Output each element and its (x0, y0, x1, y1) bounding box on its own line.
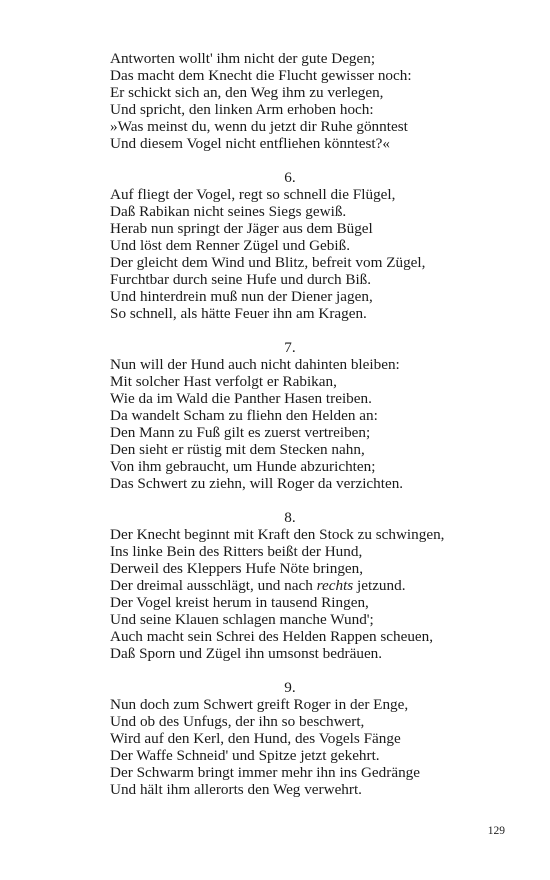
page-number: 129 (487, 825, 505, 837)
verse-line: Wird auf den Kerl, den Hund, des Vogels Fänge (110, 730, 401, 747)
stanza-number: 6. (284, 169, 296, 186)
verse-line: Daß Rabikan nicht seines Siegs gewiß. (110, 203, 347, 220)
verse-line: Der Vogel kreist herum in tausend Ringen, (110, 594, 369, 611)
verse-line: Der Schwarm bringt immer mehr ihn ins Gedränge (110, 764, 420, 781)
verse-line: Derweil des Kleppers Hufe Nöte bringen, (110, 560, 364, 577)
verse-text: jetzund. (353, 577, 406, 594)
verse-line: Von ihm gebraucht, um Hunde abzurichten; (110, 458, 376, 475)
verse-line: Und hält ihm allerorts den Weg verwehrt. (110, 781, 362, 798)
verse-line: Den Mann zu Fuß gilt es zuerst vertreiben; (110, 424, 371, 441)
verse-line: Er schickt sich an, den Weg ihm zu verlegen, (110, 84, 384, 101)
stanza-8 (110, 509, 490, 662)
verse-line: Da wandelt Scham zu fliehn den Helden an: (110, 407, 378, 424)
verse-line: Das macht dem Knecht die Flucht gewisser noch: (110, 67, 412, 84)
verse-line: Der Knecht beginnt mit Kraft den Stock zu schwingen, (110, 526, 445, 543)
verse-line: Und ob des Unfugs, der ihn so beschwert, (110, 713, 365, 730)
verse-line: Und hinterdrein muß nun der Diener jagen, (110, 288, 373, 305)
verse-line: Und löst dem Renner Zügel und Gebiß. (110, 237, 351, 254)
verse-line: Wie da im Wald die Panther Hasen treiben. (110, 390, 372, 407)
stanza-6 (110, 169, 490, 322)
stanza-9 (110, 679, 490, 798)
stanza-number: 7. (284, 339, 296, 356)
verse-line: Auch macht sein Schrei des Helden Rappen scheuen, (110, 628, 434, 645)
verse-line: Und diesem Vogel nicht entfliehen könntest?« (110, 135, 390, 152)
stanza-number: 9. (284, 679, 296, 696)
verse-line: Daß Sporn und Zügel ihn umsonst bedräuen. (110, 645, 383, 662)
stanza-number: 8. (284, 509, 296, 526)
verse-line: Mit solcher Hast verfolgt er Rabikan, (110, 373, 337, 390)
italic-word: rechts (316, 577, 354, 594)
verse-line: Antworten wollt' ihm nicht der gute Degen; (110, 50, 376, 67)
stanza-continuation (110, 50, 490, 152)
verse-line: »Was meinst du, wenn du jetzt dir Ruhe gönntest (110, 118, 408, 135)
verse-line: Nun doch zum Schwert greift Roger in der Enge, (110, 696, 409, 713)
verse-line: Der gleicht dem Wind und Blitz, befreit vom Zügel, (110, 254, 426, 271)
verse-line: Auf fliegt der Vogel, regt so schnell die Flügel, (110, 186, 396, 203)
poem-text (110, 50, 490, 798)
verse-line: Nun will der Hund auch nicht dahinten bleiben: (110, 356, 400, 373)
verse-line: So schnell, als hätte Feuer ihn am Kragen. (110, 305, 367, 322)
verse-line: Und spricht, den linken Arm erhoben hoch: (110, 101, 374, 118)
verse-line: Das Schwert zu ziehn, will Roger da verzichten. (110, 475, 404, 492)
verse-line: Furchtbar durch seine Hufe und durch Biß. (110, 271, 372, 288)
verse-line: Der Waffe Schneid' und Spitze jetzt gekehrt. (110, 747, 380, 764)
verse-line-with-italic (110, 577, 490, 594)
verse-line: Ins linke Bein des Ritters beißt der Hund, (110, 543, 363, 560)
verse-line: Herab nun springt der Jäger aus dem Bügel (110, 220, 373, 237)
stanza-7 (110, 339, 490, 492)
verse-text: Der dreimal ausschlägt, und nach (110, 577, 317, 594)
verse-line: Den sieht er rüstig mit dem Stecken nahn, (110, 441, 365, 458)
verse-line: Und seine Klauen schlagen manche Wund'; (110, 611, 374, 628)
